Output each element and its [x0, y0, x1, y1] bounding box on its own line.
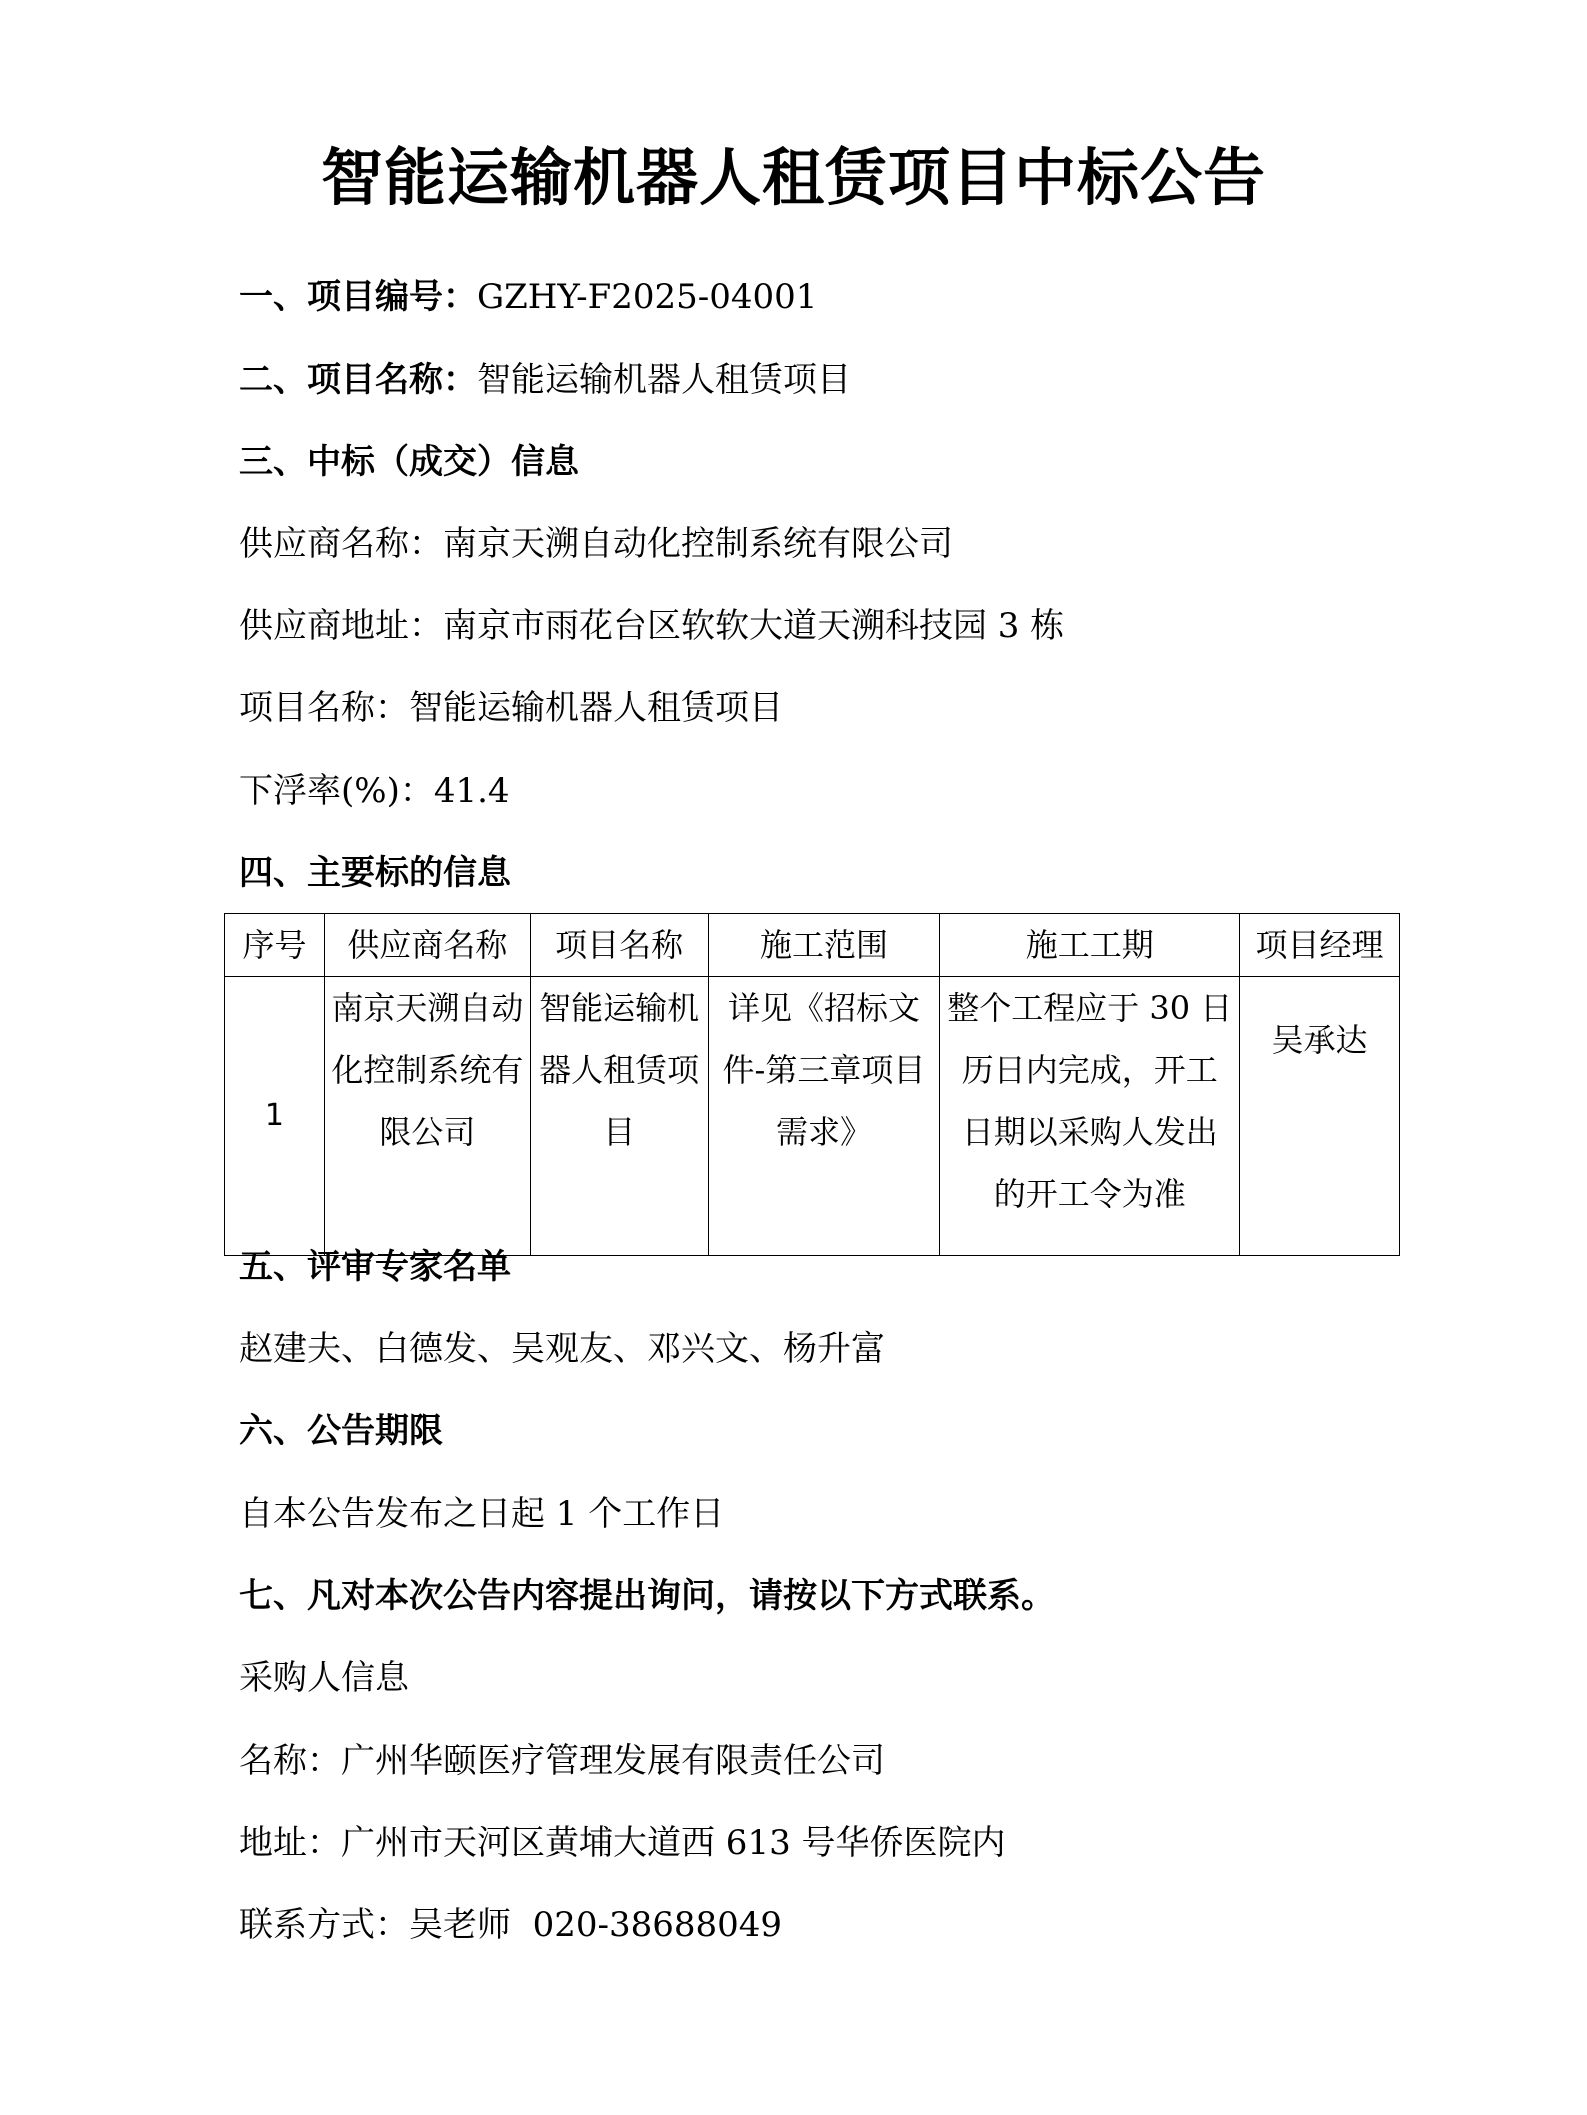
project-number-label: 一、项目编号：: [239, 277, 477, 317]
float-rate-line: 下浮率(%)：41.4: [239, 771, 510, 811]
buyer-contact-line: 联系方式：吴老师 020-38688049: [239, 1905, 783, 1945]
buyer-address-line: 地址：广州市天河区黄埔大道西 613 号华侨医院内: [239, 1823, 1006, 1863]
cell-supplier-text: 南京天溯自动化控制系统有限公司: [331, 989, 524, 1151]
buyer-info-heading: 采购人信息: [239, 1658, 409, 1698]
cell-manager-text: 吴承达: [1271, 1021, 1368, 1059]
header-period: 施工工期: [940, 914, 1240, 977]
header-project: 项目名称: [530, 914, 708, 977]
notice-period-heading: 六、公告期限: [239, 1411, 443, 1451]
experts-heading: 五、评审专家名单: [239, 1247, 511, 1287]
notice-period-text: 自本公告发布之日起 1 个工作日: [239, 1494, 725, 1534]
main-subject-heading: 四、主要标的信息: [239, 853, 511, 893]
cell-period-text: 整个工程应于 30 日历日内完成，开工日期以采购人发出的开工令为准: [947, 989, 1233, 1213]
header-scope: 施工范围: [708, 914, 940, 977]
project-number-line: [239, 272, 817, 322]
cell-project: [530, 977, 708, 1256]
table-row: [225, 977, 1400, 1256]
table-header-row: [225, 914, 1400, 977]
project-number-value: GZHY-F2025-04001: [477, 277, 818, 317]
document-title: 智能运输机器人租赁项目中标公告: [320, 141, 1266, 214]
cell-seq: 1: [225, 977, 325, 1256]
project-name-line: [239, 355, 851, 405]
buyer-name-line: 名称：广州华颐医疗管理发展有限责任公司: [239, 1741, 885, 1781]
header-supplier: 供应商名称: [324, 914, 530, 977]
experts-list: 赵建夫、白德发、吴观友、邓兴文、杨升富: [239, 1329, 885, 1369]
header-seq: 序号: [225, 914, 325, 977]
cell-project-text: 智能运输机器人租赁项目: [539, 989, 700, 1151]
cell-scope: [708, 977, 940, 1256]
project-name-value: 智能运输机器人租赁项目: [477, 360, 851, 400]
contact-heading: 七、凡对本次公告内容提出询问，请按以下方式联系。: [239, 1576, 1055, 1616]
cell-period: [940, 977, 1240, 1256]
supplier-address-line: 供应商地址：南京市雨花台区软软大道天溯科技园 3 栋: [239, 606, 1065, 646]
cell-scope-text: 详见《招标文件-第三章项目需求》: [722, 989, 926, 1151]
supplier-name-line: 供应商名称：南京天溯自动化控制系统有限公司: [239, 524, 953, 564]
award-info-heading: 三、中标（成交）信息: [239, 442, 579, 482]
award-project-name-line: 项目名称：智能运输机器人租赁项目: [239, 688, 783, 728]
cell-supplier: [324, 977, 530, 1256]
header-manager: 项目经理: [1240, 914, 1400, 977]
main-subject-table: [224, 913, 1400, 1256]
cell-manager: [1240, 977, 1400, 1256]
project-name-label: 二、项目名称：: [239, 360, 477, 400]
